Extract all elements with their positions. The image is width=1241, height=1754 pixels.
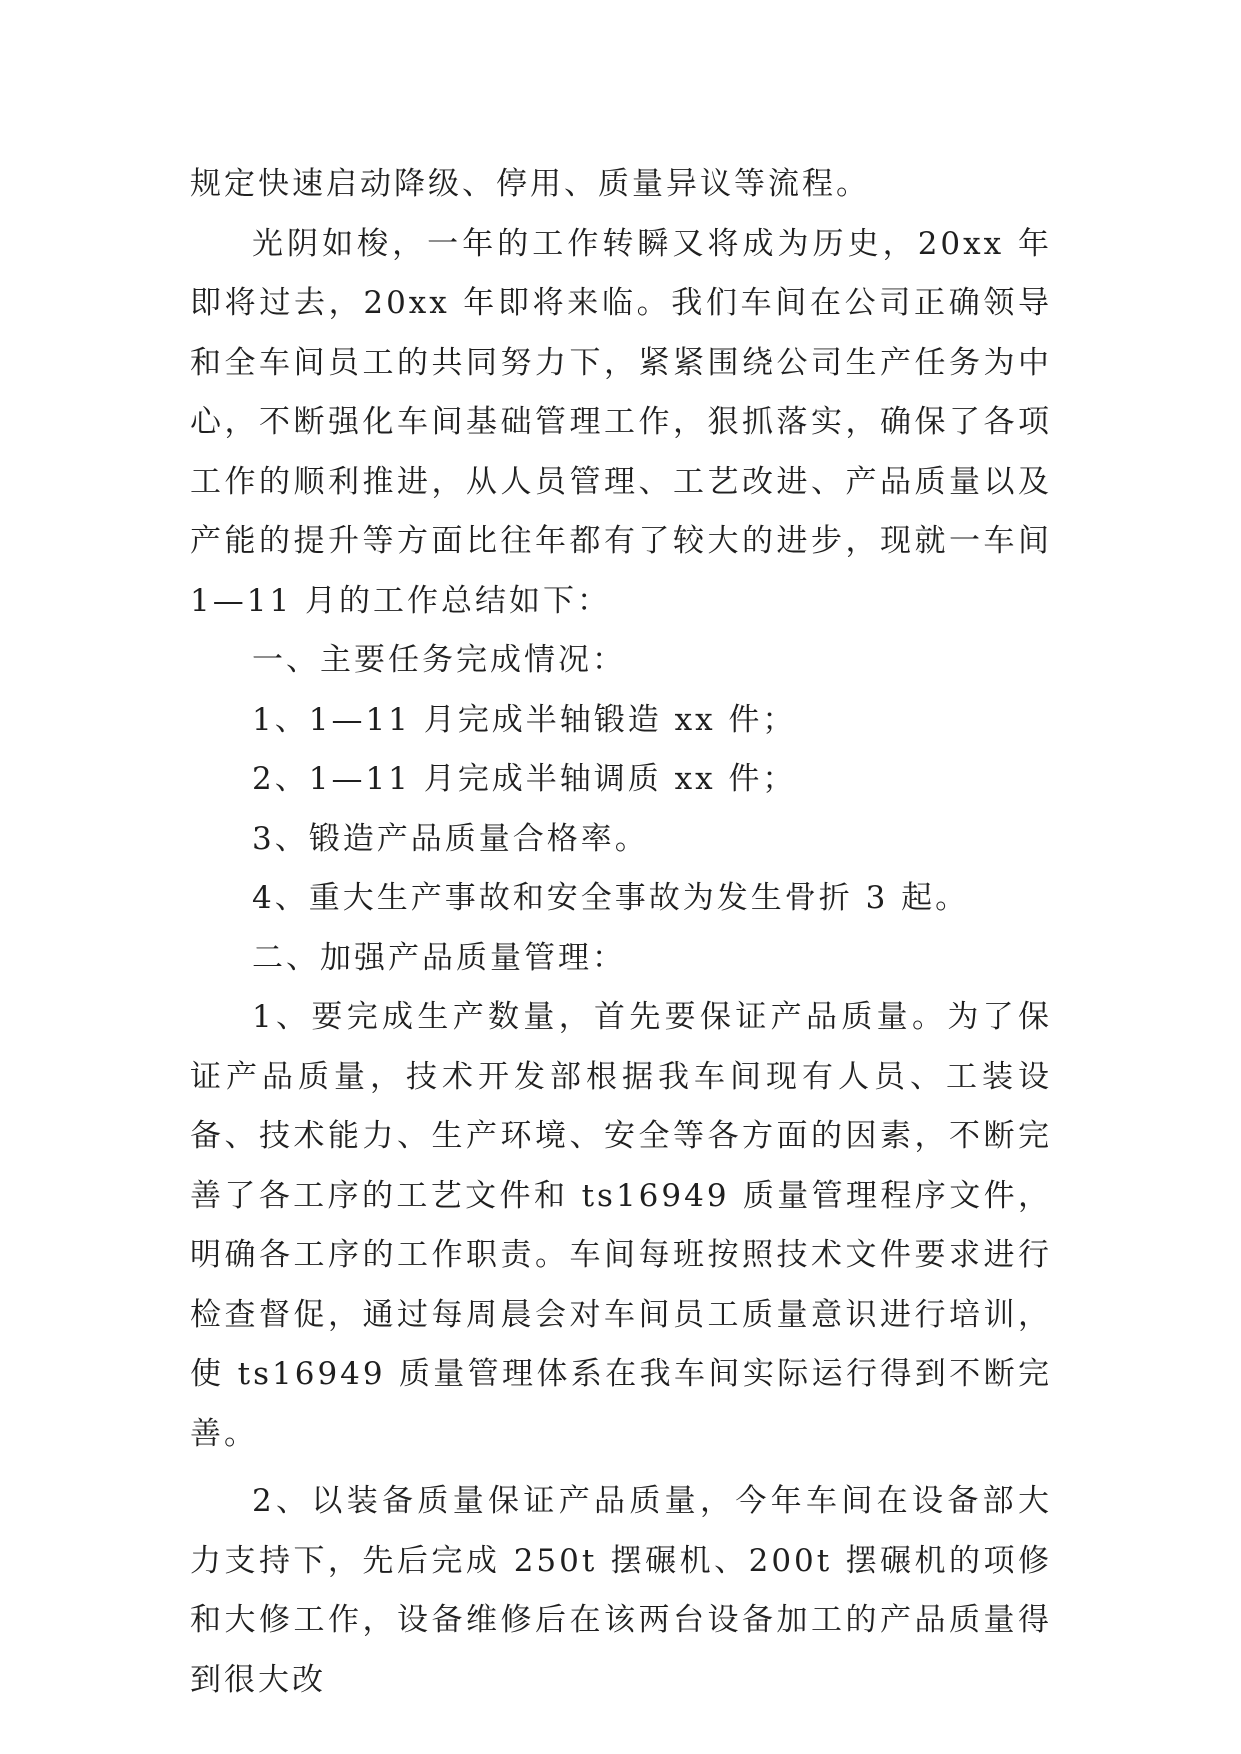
document-body [190, 155, 1052, 1710]
list-item: 4、重大生产事故和安全事故为发生骨折 3 起。 [252, 880, 970, 916]
paragraph: 光阴如梭，一年的工作转瞬又将成为历史，20xx 年即将过去，20xx 年即将来临。我们车间在公司正确领导和全车间员工的共同努力下，紧紧围绕公司生产任务为中心，不断强化车间基础管理工作，狠抓落实，确保了各项工作的顺利推进，从人员管理、工艺改进、产品质量以及产能的提升等方面比往年都有了较大的进步，现就一车间 1—11 月的工作总结如下： [190, 225, 1052, 619]
paragraph: 1、要完成生产数量，首先要保证产品质量。为了保证产品质量，技术开发部根据我车间现有人员、工装设备、技术能力、生产环境、安全等各方面的因素，不断完善了各工序的工艺文件和 ts16949 质量管理程序文件，明确各工序的工作职责。车间每班按照技术文件要求进行检查督促，通过每周晨会对车间员工质量意识进行培训，使 ts16949 质量管理体系在我车间实际运行得到不断完善。 [190, 999, 1052, 1452]
paragraph: 2、以装备质量保证产品质量，今年车间在设备部大力支持下，先后完成 250t 摆碾机、200t 摆碾机的项修和大修工作，设备维修后在该两台设备加工的产品质量得到很大改 [190, 1483, 1052, 1698]
list-item: 2、1—11 月完成半轴调质 xx 件； [252, 761, 797, 797]
list-item: 3、锻造产品质量合格率。 [252, 820, 649, 857]
paragraph: 规定快速启动降级、停用、质量异议等流程。 [190, 166, 870, 202]
list-item: 1、1—11 月完成半轴锻造 xx 件； [252, 701, 797, 738]
section-heading: 二、加强产品质量管理： [252, 939, 626, 976]
section-heading: 一、主要任务完成情况： [252, 642, 626, 678]
